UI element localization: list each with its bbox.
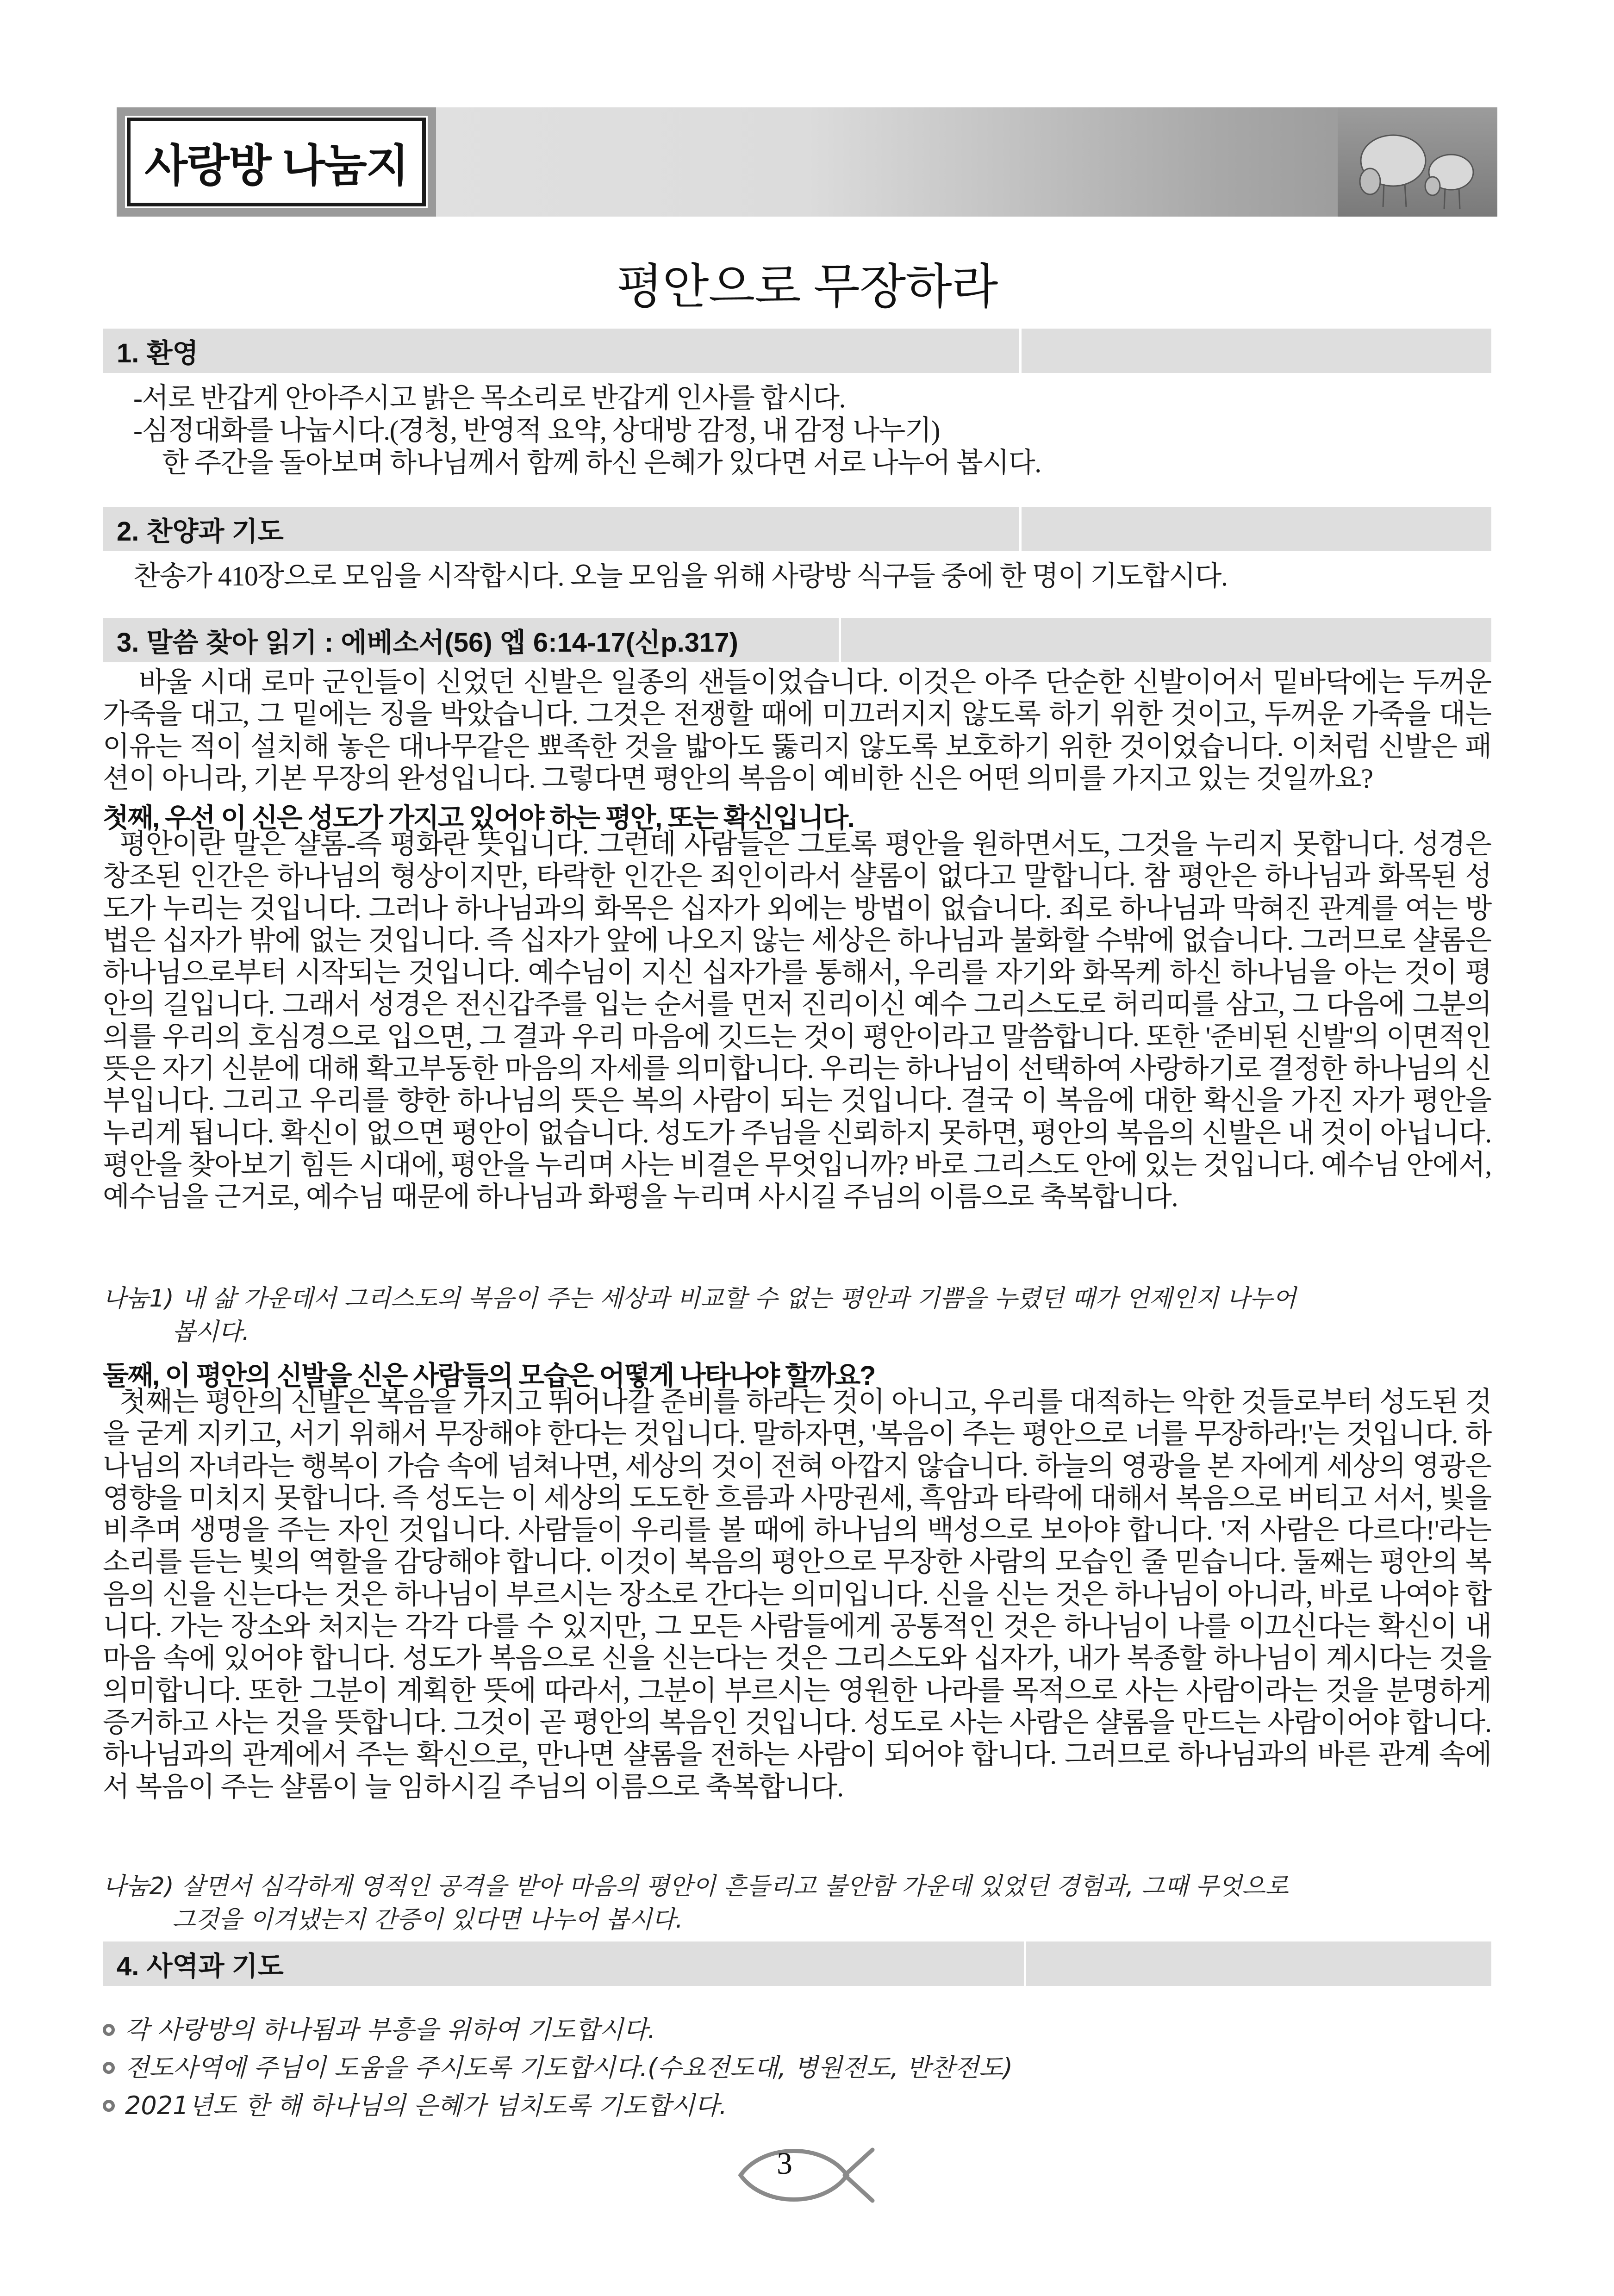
- prayer-item: [103, 2011, 1013, 2049]
- divider: [1024, 1941, 1026, 1986]
- prayer-item-text: 전도사역에 주님이 도움을 주시도록 기도합시다.(수요전도대, 병원전도, 반찬전도): [125, 2053, 1013, 2082]
- prayer-item: [103, 2087, 1013, 2125]
- share-question-1: [103, 1282, 1496, 1349]
- bullet-icon: [103, 2100, 115, 2112]
- welcome-line-2: -심정대화를 나눕시다.(경청, 반영적 요약, 상대방 감정, 내 감정 나누기): [133, 415, 940, 446]
- prayer-item-text: 2021년도 한 해 하나님의 은혜가 넘치도록 기도합시다.: [125, 2091, 727, 2120]
- header-label-box: [117, 107, 436, 217]
- page-number-ornament: [731, 2140, 879, 2210]
- divider: [1019, 507, 1022, 551]
- bullet-icon: [103, 2062, 115, 2074]
- first-body-paragraph: 평안이란 말은 샬롬-즉 평화란 뜻입니다. 그런데 사람들은 그토록 평안을 원하면서도, 그것을 누리지 못합니다. 성경은 창조된 인간은 하나님의 형상이지만, 타락한 인간은 죄인이라서 샬롬이 없다고 말합니다. 참 평안은 하나님과 화목된 성도가 누리는 것입니다. 그러나 하나님과의 화목은 십자가 외에는 방법이 없습니다. 죄로 하나님과 막혀진 관계를 여는 방법은 십자가 밖에 없는 것입니다. 즉 십자가 앞에 나오지 않는 세상은 하나님과 불화할 수밖에 없습니다. 그러므로 샬롬은 하나님으로부터 시작되는 것입니다. 예수님이 지신 십자가를 통해서, 우리를 자기와 화목케 하신 하나님을 아는 것이 평안의 길입니다. 그래서 성경은 전신갑주를 입는 순서를 먼저 진리이신 예수 그리스도로 허리띠를 삼고, 그 다음에 그분의 의를 우리의 호심경으로 입으면, 그 결과 우리 마음에 깃드는 것이 평안이라고 말씀합니다. 또한 '준비된 신발'의 이면적인 뜻은 자기 신분에 대해 확고부동한 마음의 자세를 의미합니다. 우리는 하나님이 선택하여 사랑하기로 결정한 하나님의 신부입니다. 그리고 우리를 향한 하나님의 뜻은 복의 사람이 되는 것입니다. 결국 이 복음에 대한 확신을 가진 자가 평안을 누리게 됩니다. 확신이 없으면 평안이 없습니다. 성도가 주님을 신뢰하지 못하면, 평안의 복음의 신발은 내 것이 아닙니다. 평안을 찾아보기 힘든 시대에, 평안을 누리며 사는 비결은 무엇입니까? 바로 그리스도 안에 있는 것입니다. 예수님 안에서, 예수님을 근거로, 예수님 때문에 하나님과 화평을 누리며 사시길 주님의 이름으로 축복합니다.: [103, 829, 1491, 1213]
- section-heading-2-text: 2. 찬양과 기도: [117, 516, 284, 547]
- page-number: 3: [777, 2146, 792, 2181]
- section-heading-1: [103, 329, 1491, 373]
- section-2-body: 찬송가 410장으로 모임을 시작합시다. 오늘 모임을 위해 사랑방 식구들 중에 한 명이 기도합시다.: [133, 561, 1228, 591]
- divider: [839, 618, 841, 662]
- page-title: 평안으로 무장하라: [616, 260, 998, 314]
- prayer-item-text: 각 사랑방의 하나됨과 부흥을 위하여 기도합시다.: [125, 2015, 656, 2044]
- section-heading-4: [103, 1941, 1491, 1986]
- welcome-line-1: -서로 반갑게 안아주시고 밝은 목소리로 반갑게 인사를 합시다.: [133, 383, 845, 413]
- subheading-first: 첫째, 우선 이 신은 성도가 가지고 있어야 하는 평안, 또는 확신입니다.: [103, 803, 854, 833]
- share-1-line-2: 봅시다.: [172, 1318, 250, 1346]
- header-label: 사랑방 나눔지: [144, 141, 408, 191]
- share-2-line-1: 나눔2) 살면서 심각하게 영적인 공격을 받아 마음의 평안이 흔들리고 불안함 가운데 있었던 경험과, 그때 무엇으로: [103, 1873, 1289, 1900]
- second-body-paragraph: 첫째는 평안의 신발은 복음을 가지고 뛰어나갈 준비를 하라는 것이 아니고, 우리를 대적하는 악한 것들로부터 성도된 것을 굳게 지키고, 서기 위해서 무장해야 한다는 것입니다. 말하자면, '복음이 주는 평안으로 너를 무장하라!'는 것입니다. 하나님의 자녀라는 행복이 가슴 속에 넘쳐나면, 세상의 것이 전혀 아깝지 않습니다. 하늘의 영광을 본 자에게 세상의 영광은 영향을 미치지 못합니다. 즉 성도는 이 세상의 도도한 흐름과 사망권세, 흑암과 타락에 대해서 복음으로 버티고 서서, 빛을 비추며 생명을 주는 자인 것입니다. 사람들이 우리를 볼 때에 하나님의 백성으로 보아야 합니다. '저 사람은 다르다!'라는 소리를 듣는 빛의 역할을 감당해야 합니다. 이것이 복음의 평안으로 무장한 사람의 모습인 줄 믿습니다. 둘째는 평안의 복음의 신을 신는다는 것은 하나님이 부르시는 장소로 간다는 의미입니다. 신을 신는 것은 하나님이 아니라, 바로 나여야 합니다. 가는 장소와 처지는 각각 다를 수 있지만, 그 모든 사람들에게 공통적인 것은 하나님이 나를 이끄신다는 확신이 내 마음 속에 있어야 합니다. 성도가 복음으로 신을 신는다는 것은 그리스도와 십자가, 내가 복종할 하나님이 계시다는 것을 의미합니다. 또한 그분이 계획한 뜻에 따라서, 그분이 부르시는 영원한 나라를 목적으로 사는 사람이라는 것을 분명하게 증거하고 사는 것을 뜻합니다. 그것이 곧 평안의 복음인 것입니다. 성도로 사는 사람은 샬롬을 만드는 사람이어야 합니다. 하나님과의 관계에서 주는 확신으로, 만나면 샬롬을 전하는 사람이 되어야 합니다. 그러므로 하나님과의 바른 관계 속에서 복음이 주는 샬롬이 늘 임하시길 주님의 이름으로 축복합니다.: [103, 1387, 1491, 1802]
- welcome-line-3: 한 주간을 돌아보며 하나님께서 함께 하신 은혜가 있다면 서로 나누어 봅시다.: [162, 448, 1041, 478]
- divider: [1019, 329, 1022, 373]
- sheep-photo: [1338, 107, 1497, 217]
- subheading-second: 둘째, 이 평안의 신발을 신은 사람들의 모습은 어떻게 나타나야 할까요?: [103, 1361, 875, 1391]
- prayer-item: [103, 2049, 1013, 2087]
- share-1-line-1: 나눔1) 내 삶 가운데서 그리스도의 복음이 주는 세상과 비교할 수 없는 평안과 기쁨을 누렸던 때가 언제인지 나누어: [103, 1285, 1296, 1313]
- section-heading-2: [103, 507, 1491, 551]
- section-1-body: [133, 382, 1041, 479]
- section-heading-1-text: 1. 환영: [117, 338, 199, 368]
- share-2-line-2: 그것을 이겨냈는지 간증이 있다면 나누어 봅시다.: [172, 1906, 683, 1934]
- section-heading-3: [103, 618, 1491, 662]
- bullet-icon: [103, 2024, 115, 2036]
- section-heading-4-text: 4. 사역과 기도: [117, 1951, 284, 1981]
- prayer-list: [103, 2011, 1013, 2125]
- scripture-intro-paragraph: 바울 시대 로마 군인들이 신었던 신발은 일종의 샌들이었습니다. 이것은 아주 단순한 신발이어서 밑바닥에는 두꺼운 가죽을 대고, 그 밑에는 징을 박았습니다. 그것은 전쟁할 때에 미끄러지지 않도록 하기 위한 것이고, 두꺼운 가죽을 대는 이유는 적이 설치해 놓은 대나무같은 뾰족한 것을 밟아도 뚫리지 않도록 보호하기 위한 것이었습니다. 이처럼 신발은 패션이 아니라, 기본 무장의 완성입니다. 그렇다면 평안의 복음이 예비한 신은 어떤 의미를 가지고 있는 것일까요?: [103, 667, 1491, 794]
- section-heading-3-text: 3. 말씀 찾아 읽기 : 에베소서(56) 엡 6:14-17(신p.317): [117, 628, 738, 658]
- share-question-2: [103, 1870, 1496, 1936]
